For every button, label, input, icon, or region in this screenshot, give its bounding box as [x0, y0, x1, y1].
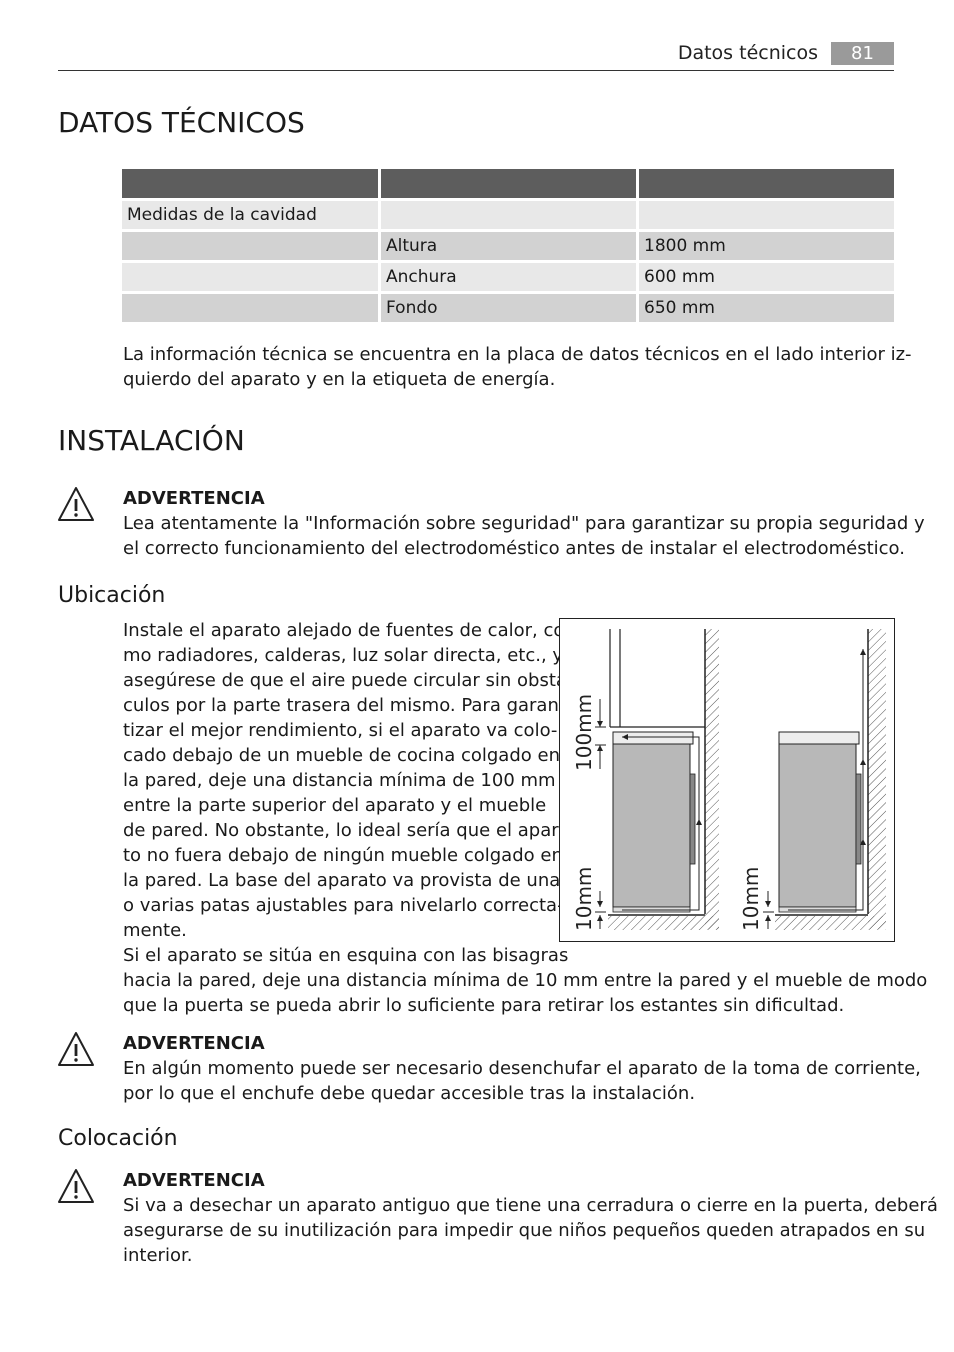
text-line: que la puerta se pueda abrir lo suficiente para retirar los estantes sin dificultad.: [123, 995, 845, 1016]
warning-icon: [56, 485, 96, 523]
text-line: Lea atentamente la "Información sobre seguridad" para garantizar su propia seguridad y: [123, 513, 925, 534]
text-line: En algún momento puede ser necesario desenchufar el aparato de la toma de corriente,: [123, 1058, 921, 1079]
text-line: interior.: [123, 1245, 193, 1266]
floor-hatch-left: [608, 916, 719, 930]
table-row: [122, 294, 894, 322]
text-line: Instale el aparato alejado de fuentes de calor, co-: [123, 620, 572, 641]
running-header: Datos técnicos: [677, 42, 818, 64]
table-cell-value: 600 mm: [639, 263, 894, 291]
text-line: entre la parte superior del aparato y el mueble: [123, 795, 547, 816]
dimension-label-top: 100mm: [572, 693, 596, 771]
table-cell-value: 1800 mm: [639, 232, 894, 260]
warning-block-1: [123, 486, 925, 561]
tech-note: [123, 342, 912, 392]
text-line: quierdo del aparato y en la etiqueta de energía.: [123, 369, 556, 390]
fridge-body-right: [779, 744, 856, 907]
dimension-label-bottom-left: 10mm: [572, 866, 596, 931]
table-cell-label: Altura: [381, 232, 636, 260]
table-cell-label: Fondo: [381, 294, 636, 322]
warning-icon: [56, 1167, 96, 1205]
text-line: la pared. La base del aparato va provista de una: [123, 870, 561, 891]
text-line: asegúrese de que el aire puede circular sin obstá-: [123, 670, 574, 691]
table-row: [122, 263, 894, 291]
table-row: [122, 201, 894, 229]
page-number: 81: [831, 42, 894, 65]
warning-block-2: [123, 1031, 921, 1106]
text-line: asegurarse de su inutilización para impedir que niños pequeños queden atrapados en su: [123, 1220, 926, 1241]
installation-title: INSTALACIÓN: [58, 424, 245, 457]
warning-title: ADVERTENCIA: [123, 1170, 265, 1191]
text-line: mente.: [123, 920, 187, 941]
fridge-body-left: [613, 744, 690, 907]
floor-hatch-right: [775, 916, 886, 930]
text-line: La información técnica se encuentra en la placa de datos técnicos en el lado interior iz-: [123, 344, 912, 365]
text-line: o varias patas ajustables para nivelarlo correcta-: [123, 895, 564, 916]
text-line: to no fuera debajo de ningún mueble colgado en: [123, 845, 563, 866]
tech-data-title: DATOS TÉCNICOS: [58, 106, 305, 139]
fridge-top-right: [779, 732, 859, 744]
installation-clearance-diagram: [559, 618, 895, 942]
text-line: cado debajo de un mueble de cocina colgado en: [123, 745, 560, 766]
wall-hatch-left: [705, 629, 719, 929]
text-line: la pared, deje una distancia mínima de 100 mm: [123, 770, 556, 791]
dimension-label-bottom-right: 10mm: [739, 866, 763, 931]
warning-title: ADVERTENCIA: [123, 488, 265, 509]
table-cell-value: 650 mm: [639, 294, 894, 322]
text-line: mo radiadores, calderas, luz solar directa, etc., y: [123, 645, 564, 666]
table-row: [122, 232, 894, 260]
text-line: por lo que el enchufe debe quedar accesible tras la instalación.: [123, 1083, 696, 1104]
text-line: el correcto funcionamiento del electrodoméstico antes de instalar el electrodoméstico.: [123, 538, 905, 559]
tech-data-table: [119, 166, 897, 325]
warning-icon: [56, 1030, 96, 1068]
table-cell-group: Medidas de la cavidad: [122, 201, 378, 229]
text-line: de pared. No obstante, lo ideal sería que el apara-: [123, 820, 577, 841]
text-line: culos por la parte trasera del mismo. Para garan-: [123, 695, 566, 716]
text-line: hacia la pared, deje una distancia mínima de 10 mm entre la pared y el mueble de modo: [123, 970, 928, 991]
table-cell-label: Anchura: [381, 263, 636, 291]
text-line: tizar el mejor rendimiento, si el aparato va colo-: [123, 720, 558, 741]
text-line: Si va a desechar un aparato antiguo que tiene una cerradura o cierre en la puerta, deberá: [123, 1195, 938, 1216]
location-title: Ubicación: [58, 583, 166, 608]
text-line: Si el aparato se sitúa en esquina con las bisagras: [123, 945, 569, 966]
placement-title: Colocación: [58, 1126, 178, 1151]
warning-title: ADVERTENCIA: [123, 1033, 265, 1054]
header-rule: [58, 70, 894, 71]
table-header-row: [122, 169, 894, 198]
warning-block-3: [123, 1168, 938, 1268]
wall-hatch-right: [868, 629, 886, 929]
